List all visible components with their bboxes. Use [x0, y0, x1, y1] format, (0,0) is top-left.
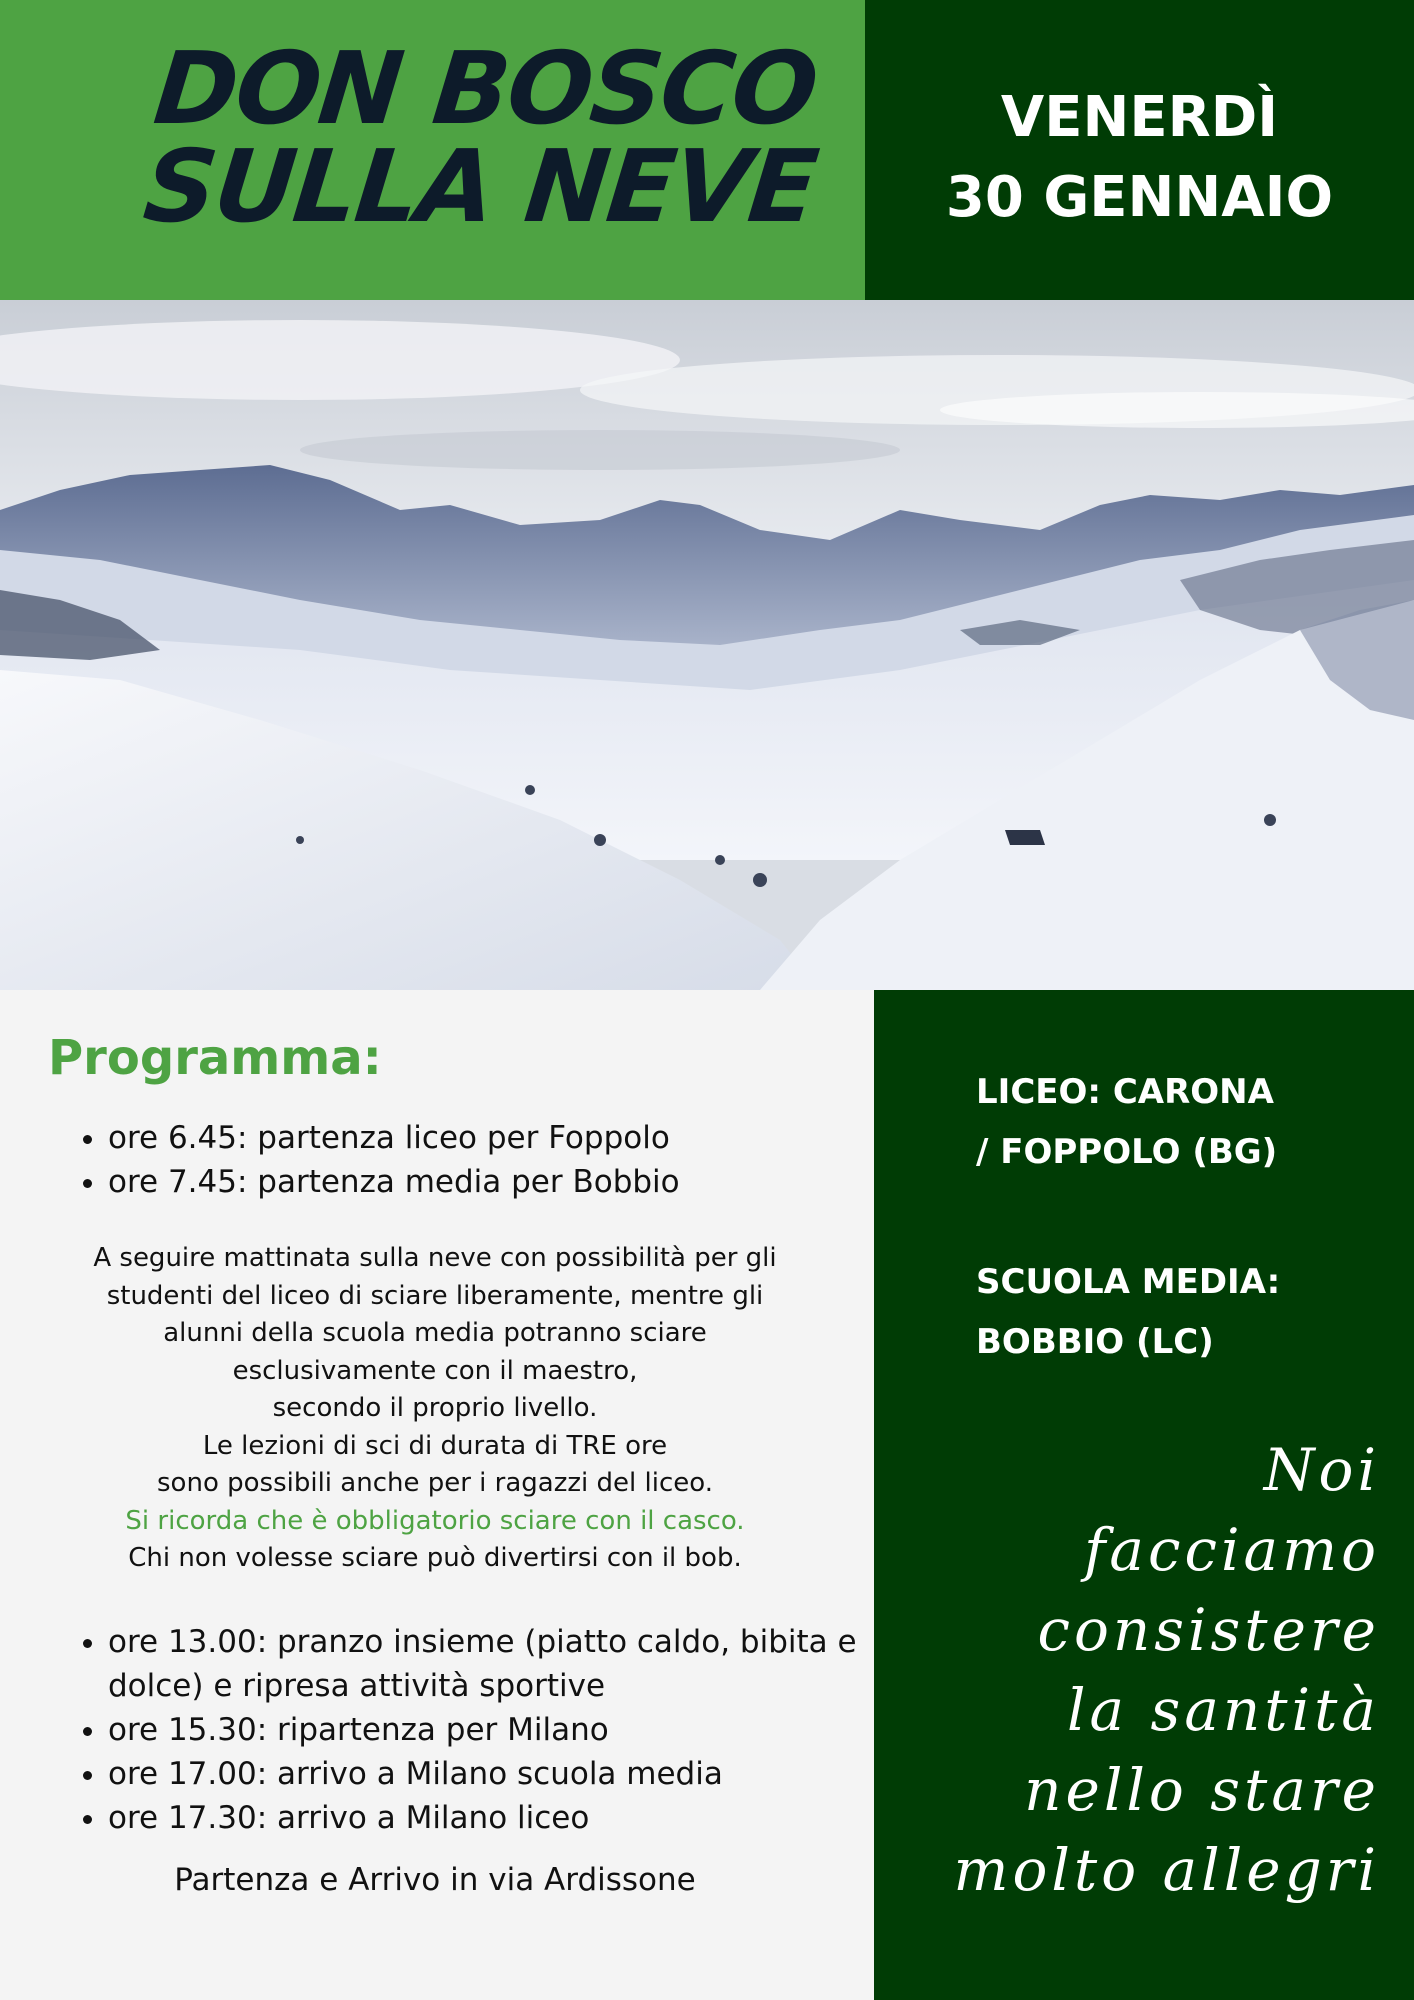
- program-description: [40, 1240, 830, 1578]
- liceo-location-line-1: LICEO: CARONA: [976, 1072, 1274, 1112]
- list-item: • ore 17.30: arrivo a Milano liceo: [108, 1796, 868, 1840]
- description-line: esclusivamente con il maestro,: [232, 1355, 638, 1386]
- description-line: secondo il proprio livello.: [272, 1393, 598, 1423]
- quote-line: nello stare: [1024, 1756, 1380, 1824]
- media-location: [976, 1252, 1376, 1372]
- description-line: Le lezioni di sci di durata di TRE ore: [202, 1430, 668, 1461]
- morning-schedule-list: [40, 1116, 868, 1204]
- event-date-line-2: 30 GENNAIO: [945, 165, 1334, 230]
- event-title: [138, 30, 861, 245]
- list-item: • ore 15.30: ripartenza per Milano: [108, 1708, 868, 1752]
- quote-line: consistere: [1037, 1596, 1380, 1664]
- program-heading: Programma:: [48, 1030, 382, 1086]
- list-item: • ore 7.45: partenza media per Bobbio: [108, 1160, 868, 1204]
- snowy-mountains-illustration: [0, 300, 1414, 990]
- helmet-note: Si ricorda che è obbligatorio sciare con il casco.: [125, 1505, 745, 1536]
- afternoon-schedule-list: [40, 1620, 868, 1840]
- quote-line: la santità: [1066, 1676, 1380, 1744]
- don-bosco-quote: [900, 1430, 1380, 1910]
- description-line: studenti del liceo di sciare liberamente, mentre gli: [106, 1280, 764, 1311]
- mountain-photo: [0, 300, 1414, 990]
- description-line: A seguire mattinata sulla neve con possibilità per gli: [93, 1243, 777, 1273]
- event-title-line-2: SULLA NEVE: [138, 128, 822, 245]
- description-line: sono possibili anche per i ragazzi del liceo.: [157, 1468, 713, 1498]
- event-date: [865, 78, 1414, 238]
- media-location-line-2: BOBBIO (LC): [976, 1322, 1214, 1362]
- list-item: • ore 6.45: partenza liceo per Foppolo: [108, 1116, 868, 1160]
- list-item: • ore 13.00: pranzo insieme (piatto caldo, bibita e dolce) e ripresa attività sportive: [108, 1620, 868, 1708]
- quote-line: Noi: [1263, 1436, 1380, 1504]
- list-item: • ore 17.00: arrivo a Milano scuola media: [108, 1752, 868, 1796]
- description-line: alunni della scuola media potranno sciare: [163, 1318, 707, 1348]
- bob-note: Chi non volesse sciare può divertirsi con il bob.: [128, 1543, 742, 1573]
- liceo-location: [976, 1062, 1376, 1182]
- media-location-line-1: SCUOLA MEDIA:: [976, 1262, 1281, 1302]
- quote-line: facciamo: [1083, 1516, 1380, 1584]
- event-date-line-1: VENERDÌ: [1000, 85, 1279, 150]
- liceo-location-line-2: / FOPPOLO (BG): [976, 1132, 1278, 1172]
- departure-arrival-note: Partenza e Arrivo in via Ardissone: [174, 1862, 696, 1898]
- event-title-line-1: DON BOSCO: [149, 30, 822, 147]
- quote-line: molto allegri: [953, 1836, 1380, 1904]
